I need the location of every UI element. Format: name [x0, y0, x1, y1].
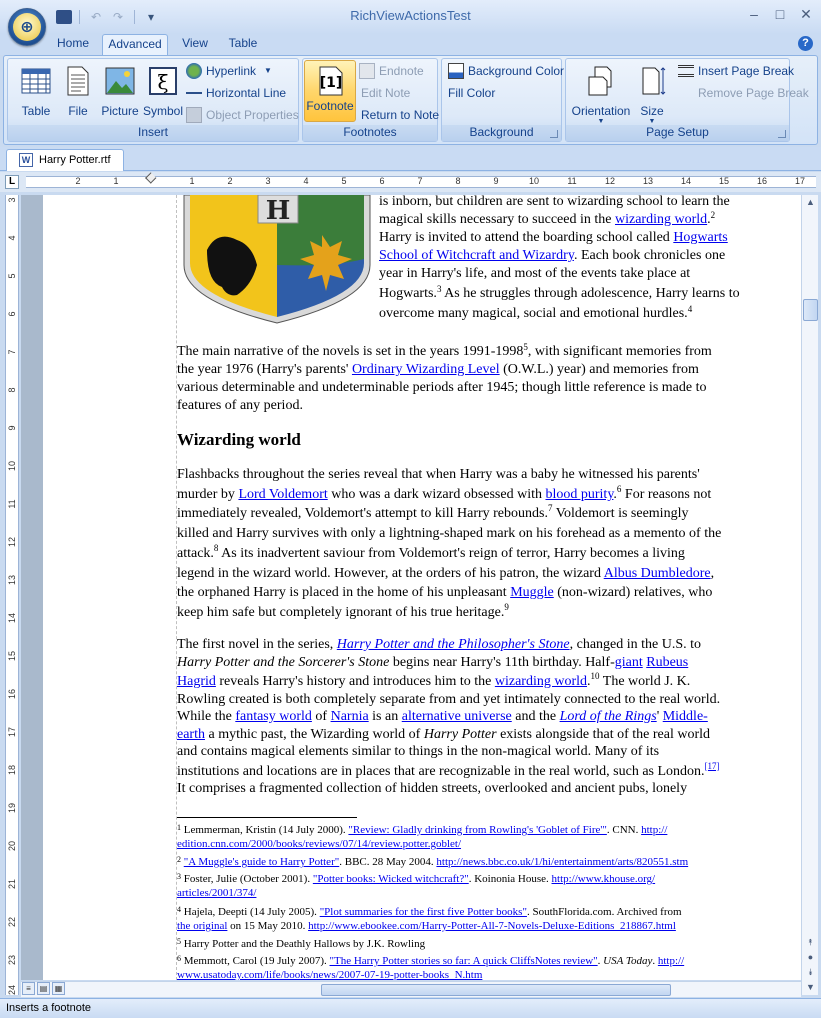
text-span: on 15 May 2010.	[227, 920, 309, 932]
minimize-icon[interactable]: –	[750, 6, 758, 22]
remove-page-break-icon	[678, 85, 694, 101]
object-properties-icon	[186, 107, 202, 123]
text-line: Flashbacks throughout the series reveal that when Harry was a baby he witnessed his parents'	[177, 467, 700, 482]
text-line	[177, 653, 801, 673]
footnote-url[interactable]: http://	[657, 955, 685, 967]
text-span: .	[652, 955, 658, 967]
web-view-icon[interactable]: ▤	[37, 982, 50, 995]
horizontal-scroll-thumb[interactable]	[321, 984, 671, 996]
dialog-launcher-icon[interactable]	[550, 130, 558, 138]
footnote-label: Footnote	[306, 99, 354, 113]
link-middle-earth[interactable]: Middle-	[662, 709, 708, 724]
object-properties-button[interactable]	[186, 105, 299, 125]
symbol-label: Symbol	[142, 104, 183, 118]
ruler-number: 3	[7, 197, 17, 203]
text-line	[177, 707, 801, 727]
ruler-number: 12	[604, 176, 615, 186]
ruler-number: 15	[7, 651, 17, 662]
footnote-url[interactable]: articles/2001/374/	[177, 887, 257, 899]
status-text: Inserts a footnote	[6, 1002, 91, 1014]
text-span: The first novel in the series,	[177, 637, 337, 652]
remove-page-break-button[interactable]	[678, 83, 809, 103]
return-to-note-label: Return to Note	[361, 108, 440, 122]
fill-color-label: Fill Color	[448, 86, 496, 100]
text-line: and contains magical elements similar to things in the non-magical world. Many of its	[177, 744, 660, 759]
next-page-icon[interactable]: ⯯	[807, 967, 814, 977]
section-heading: Wizarding world	[177, 430, 301, 449]
file-label: File	[68, 104, 88, 118]
link-narnia[interactable]: Narnia	[330, 709, 369, 724]
text-span-italic: USA Today	[603, 955, 653, 967]
footnote-link[interactable]: "A Muggle's guide to Harry Potter"	[183, 856, 340, 868]
text-span: of	[311, 709, 331, 724]
picture-button[interactable]	[98, 63, 142, 125]
ruler-number: 3	[265, 176, 271, 186]
fill-color-button[interactable]	[448, 83, 495, 103]
rtf-document-icon: W	[19, 153, 33, 167]
text-line: It comprises a fragmented collection of hidden streets, overlooked and ancient pubs, lonely	[177, 781, 688, 796]
text-line: Rowling created is both completely separate from and yet intimately connected to the real world.	[177, 691, 721, 707]
footnote-url[interactable]: www.usatoday.com/life/books/news/2007-07-19-potter-books_N.htm	[177, 969, 483, 980]
group-insert	[7, 58, 299, 142]
text-span: the year 1976 (Harry's parents'	[177, 362, 352, 377]
footnote-separator	[177, 817, 357, 818]
ruler-number: 19	[7, 803, 17, 814]
footnote-4[interactable]	[177, 905, 801, 933]
text-span: attack.	[177, 545, 214, 561]
text-span: For reasons not	[621, 486, 712, 502]
chevron-down-icon: ▼	[264, 66, 272, 75]
text-span: keep him safe but completely ignorant of his true heritage.	[177, 604, 505, 620]
text-span-italic: Harry Potter and the Sorcerer's Stone	[177, 654, 390, 670]
insert-page-break-label: Insert Page Break	[698, 64, 795, 78]
footnote-3[interactable]	[177, 872, 801, 900]
document-page[interactable]	[43, 195, 801, 980]
group-background	[441, 58, 565, 142]
close-icon[interactable]: ✕	[800, 6, 812, 22]
link-hagrid[interactable]: Hagrid	[177, 674, 216, 689]
hyperlink-icon	[186, 63, 202, 79]
background-color-icon	[448, 63, 464, 79]
text-span: . Each book chronicles one	[573, 248, 726, 263]
footnote-1[interactable]	[177, 823, 801, 851]
group-background-label: Background	[442, 125, 561, 141]
text-line: features of any period.	[177, 398, 303, 413]
print-view-icon[interactable]: ▦	[52, 982, 65, 995]
footnote-number: 6	[177, 954, 181, 963]
text-span: Harry Potter and the Deathly Hallows by J.K. Rowling	[181, 938, 426, 950]
footnote-5[interactable]	[177, 937, 801, 951]
file-button[interactable]	[58, 63, 98, 125]
footnote-ref[interactable]: 5	[523, 342, 528, 352]
tab-stop-selector[interactable]: L	[5, 175, 19, 189]
text-span: a mythic past, the Wizarding world of	[204, 726, 424, 742]
ruler-number: 20	[7, 841, 17, 852]
vertical-scrollbar[interactable]	[801, 195, 818, 995]
text-line	[177, 504, 801, 524]
picture-label: Picture	[101, 104, 139, 118]
horizontal-line-label: Horizontal Line	[206, 86, 287, 100]
footnote-url[interactable]: http://www.khouse.org/	[551, 873, 656, 885]
ruler-number: 9	[493, 176, 499, 186]
application-menu-button[interactable]	[8, 8, 46, 46]
symbol-button[interactable]	[142, 63, 184, 125]
link-hogwarts-school[interactable]: School of Witchcraft and Wizardry	[379, 248, 574, 263]
text-span: Voldemort is seemingly	[552, 506, 689, 522]
text-span: , with significant memories from	[527, 344, 712, 359]
text-span: legend in the wizard world. However, at the orders of his patron, the wizard	[177, 565, 604, 581]
text-span: , changed in the U.S. to	[569, 637, 702, 652]
footnote-link[interactable]: "Potter books: Wicked witchcraft?"	[312, 873, 469, 885]
ruler-number: 9	[7, 425, 17, 431]
text-span: magical skills necessary to succeed in the	[379, 212, 615, 227]
footnote-link[interactable]: "Plot summaries for the first five Potter books"	[319, 906, 527, 918]
ribbon-tabs	[0, 34, 821, 55]
footnote-ref-link[interactable]: [17]	[704, 760, 720, 771]
draft-view-icon[interactable]: ≡	[22, 982, 35, 995]
text-line	[379, 247, 801, 265]
document-tab-bar	[0, 147, 821, 171]
ruler-number: 2	[75, 176, 81, 186]
footnote-ref[interactable]: 4	[687, 304, 693, 314]
size-label: Size	[640, 104, 664, 118]
ruler-number: 5	[7, 273, 17, 279]
title-bar	[0, 0, 821, 34]
text-span: Lemmerman, Kristin (14 July 2000).	[181, 824, 349, 836]
link-wizarding-world-2[interactable]: wizarding world	[494, 674, 588, 689]
link-wizarding-world[interactable]: wizarding world	[614, 212, 708, 227]
picture-icon	[104, 65, 136, 97]
text-span: murder by	[177, 486, 239, 502]
text-span: overcome many magical, social and emotional hurdles.	[379, 306, 688, 321]
group-footnotes-label: Footnotes	[303, 125, 437, 141]
group-footnotes	[302, 58, 438, 142]
paragraph-intro	[379, 195, 801, 323]
text-line	[177, 564, 801, 584]
ruler-number: 13	[7, 575, 17, 586]
text-span: As he struggles through adolescence, Harry learns to	[441, 286, 740, 301]
text-span: Memmott, Carol (19 July 2007).	[181, 955, 330, 967]
link-earth[interactable]: earth	[177, 726, 205, 742]
link-philosophers-stone[interactable]: Harry Potter and the Philosopher's Stone	[336, 637, 570, 652]
footnote-link[interactable]: "The Harry Potter stories so far: A quick CliffsNotes review"	[329, 955, 598, 967]
ruler-number: 7	[7, 349, 17, 355]
hyperlink-button[interactable]	[186, 61, 272, 81]
text-span-italic: Harry Potter	[423, 726, 497, 742]
footnote-6[interactable]	[177, 954, 801, 980]
chevron-down-icon: ▼	[597, 118, 605, 125]
orientation-icon	[585, 65, 617, 97]
footnote-button[interactable]	[304, 60, 356, 122]
footnote-url[interactable]: http://news.bbc.co.uk/1/hi/entertainment/arts/820551.stm	[436, 856, 689, 868]
footnote-number: 3	[177, 872, 181, 881]
footnote-link[interactable]: the original	[177, 920, 228, 932]
ruler-number: 24	[7, 985, 17, 996]
text-span: Hajela, Deepti (14 July 2005).	[181, 906, 320, 918]
link-blood-purity[interactable]: blood purity	[545, 486, 614, 502]
footnote-url[interactable]: edition.cnn.com/2000/books/reviews/07/14/review.potter.goblet/	[177, 838, 462, 850]
tab-view[interactable]: View	[182, 36, 208, 50]
status-bar	[0, 998, 821, 1018]
scroll-thumb[interactable]	[803, 299, 818, 321]
text-span: While the	[177, 709, 236, 724]
link-hogwarts[interactable]: Hogwarts	[673, 230, 728, 245]
ruler-number: 6	[379, 176, 385, 186]
link-giant[interactable]: giant	[614, 654, 643, 670]
endnote-button[interactable]	[359, 61, 424, 81]
tab-home[interactable]: Home	[56, 36, 89, 50]
hyperlink-label: Hyperlink	[206, 64, 257, 78]
footnote-number: 5	[177, 937, 181, 946]
ruler-number: 15	[718, 176, 729, 186]
text-span: Hogwarts.	[379, 286, 437, 301]
document-area[interactable]	[21, 195, 801, 980]
size-icon	[636, 65, 668, 97]
ruler-number: 10	[528, 176, 539, 186]
horizontal-scrollbar[interactable]	[21, 981, 801, 997]
footnote-url[interactable]: http://	[641, 824, 668, 836]
window-title: RichViewActionsTest	[350, 8, 471, 23]
ruler-scale	[26, 176, 816, 188]
text-span: (O.W.L.) year) and memories from	[499, 362, 699, 377]
text-span: . Koinonia House.	[468, 873, 552, 885]
ruler-number: 22	[7, 917, 17, 928]
ruler-number: 8	[7, 387, 17, 393]
link-lord-of-the-rings[interactable]: Lord of the Rings	[559, 709, 657, 724]
insert-page-break-button[interactable]	[678, 61, 794, 81]
text-line	[379, 229, 801, 247]
text-span: . CNN.	[606, 824, 642, 836]
group-page-setup	[565, 58, 809, 142]
ribbon	[3, 55, 818, 145]
qat-customize-icon[interactable]: ▾	[147, 10, 155, 24]
vertical-ruler[interactable]	[5, 195, 19, 995]
link-albus-dumbledore[interactable]: Albus Dumbledore	[603, 565, 711, 581]
paragraph-flashbacks	[177, 465, 801, 623]
select-browse-object-icon[interactable]: ●	[807, 952, 814, 962]
ruler-number: 7	[417, 176, 423, 186]
text-span: immediately revealed, Voldemort's attempt to kill Harry rebounds.	[177, 506, 548, 522]
document-tab[interactable]	[6, 149, 124, 171]
text-span: is an	[368, 709, 402, 724]
text-span: ,	[710, 565, 715, 581]
orientation-label: Orientation	[571, 104, 631, 118]
text-span: begins near Harry's 11th birthday. Half-	[389, 654, 615, 670]
edit-note-label: Edit Note	[361, 86, 411, 100]
hogwarts-crest-image[interactable]	[182, 195, 372, 325]
text-span: reveals Harry's history and introduces him to the	[215, 674, 495, 689]
orientation-button[interactable]	[570, 63, 632, 125]
footnote-number: 4	[177, 905, 181, 914]
text-line	[177, 485, 801, 505]
page-break-icon	[678, 65, 694, 77]
text-span: .	[707, 212, 711, 227]
return-to-note-button[interactable]	[361, 105, 439, 125]
footnote-2[interactable]	[177, 855, 801, 869]
footnote-ref[interactable]: 10	[590, 671, 600, 681]
footnote-link[interactable]: "Review: Gladly drinking from Rowling's 'Goblet of Fire'"	[348, 824, 607, 836]
text-span: The main narrative of the novels is set in the years 1991-1998	[177, 344, 524, 359]
text-span: . SouthFlorida.com. Archived from	[526, 906, 682, 918]
link-lord-voldemort[interactable]: Lord Voldemort	[238, 486, 328, 502]
footnote-ref[interactable]: 8	[213, 542, 219, 553]
svg-text:[1]: [1]	[319, 75, 343, 91]
text-span: '	[656, 709, 663, 724]
text-span: the orphaned Harry is placed in the home of his unpleasant	[177, 585, 511, 601]
ruler-number: 12	[7, 537, 17, 548]
svg-text:H: H	[265, 196, 291, 226]
app-logo-icon: ⊕	[13, 13, 41, 41]
footnote-ref[interactable]: 2	[710, 210, 716, 220]
text-line	[177, 583, 801, 603]
text-line	[379, 211, 801, 229]
ruler-number: 11	[567, 176, 577, 186]
remove-page-break-label: Remove Page Break	[698, 86, 809, 100]
ruler-number: 17	[794, 176, 805, 186]
link-fantasy-world[interactable]: fantasy world	[235, 709, 312, 724]
ruler-number: 16	[7, 689, 17, 700]
text-span: institutions and locations are in places that are recognizable in the real world, such as London.	[177, 763, 705, 779]
text-line: various determinable and undeterminable periods after 1945; though little reference is made to	[177, 380, 707, 395]
table-label: Table	[21, 104, 51, 118]
endnote-label: Endnote	[379, 64, 424, 78]
footnote-number: 1	[177, 823, 181, 832]
undo-icon[interactable]: ↶	[90, 10, 102, 24]
ruler-number: 4	[303, 176, 309, 186]
text-span: (non-wizard) relatives, who	[553, 585, 713, 601]
edit-note-button[interactable]	[361, 83, 410, 103]
text-line	[379, 305, 801, 323]
background-color-button[interactable]	[448, 61, 564, 81]
group-insert-label: Insert	[8, 125, 298, 141]
ruler-number: 18	[7, 765, 17, 776]
file-icon	[62, 65, 94, 97]
footnote-ref[interactable]: 6	[616, 483, 622, 494]
footnote-url[interactable]: http://www.ebookee.com/Harry-Potter-All-7-Novels-Deluxe-Editions_218867.html	[308, 920, 676, 932]
ruler-number: 10	[7, 461, 17, 472]
table-button[interactable]	[12, 63, 60, 125]
paragraph-narrative	[177, 343, 801, 415]
ruler-number: 14	[7, 613, 17, 624]
scroll-up-icon[interactable]: ▲	[806, 197, 815, 207]
view-buttons	[22, 982, 68, 996]
ruler-number: 14	[680, 176, 691, 186]
text-span: .	[587, 674, 591, 689]
link-rubeus[interactable]: Rubeus	[646, 654, 689, 670]
text-span: Harry is invited to attend the boarding school called	[379, 230, 674, 245]
ruler-number: 8	[455, 176, 461, 186]
text-line	[379, 285, 801, 303]
text-line	[177, 544, 801, 564]
footnote-ref[interactable]: 9	[504, 601, 509, 612]
ruler-number: 13	[642, 176, 653, 186]
first-line-indent-marker[interactable]	[145, 172, 156, 183]
link-alternative-universe[interactable]: alternative universe	[401, 709, 512, 724]
footnote-ref[interactable]: 3	[436, 284, 442, 294]
endnote-icon	[359, 63, 375, 79]
redo-icon[interactable]: ↷	[112, 10, 124, 24]
horizontal-line-icon	[186, 92, 202, 94]
paragraph-first-novel	[177, 635, 801, 799]
text-line: year in Harry's life, and most of the events take place at	[379, 266, 691, 281]
text-line	[177, 361, 801, 379]
text-line: killed and Harry survives with only a lightning-shaped mark on his forehead as a memento of the	[177, 526, 722, 542]
text-line: is inborn, but children are sent to wizarding school to learn the	[379, 195, 730, 209]
text-span: . BBC. 28 May 2004.	[339, 856, 437, 868]
symbol-icon	[147, 65, 179, 97]
tab-advanced[interactable]: Advanced	[102, 34, 168, 55]
ruler-number: 21	[7, 879, 17, 890]
chevron-down-icon: ▼	[648, 118, 656, 125]
svg-text:ξ: ξ	[157, 70, 169, 94]
ruler-number: 23	[7, 955, 17, 966]
object-properties-label: Object Properties	[206, 108, 299, 122]
footnote-number: 2	[177, 855, 181, 864]
document-tab-label: Harry Potter.rtf	[39, 154, 111, 166]
text-span: .	[613, 486, 617, 502]
ruler-number: 1	[189, 176, 195, 186]
text-span: and the	[511, 709, 560, 724]
table-icon	[20, 65, 52, 97]
text-span: The world J. K.	[599, 674, 691, 689]
footnote-ref[interactable]: 7	[547, 503, 553, 514]
ruler-number: 5	[341, 176, 347, 186]
scroll-down-icon[interactable]: ▼	[806, 982, 815, 992]
tab-table[interactable]: Table	[228, 36, 258, 50]
footnote-icon	[315, 65, 347, 97]
ruler-number: 2	[227, 176, 233, 186]
text-span: who was a dark wizard obsessed with	[327, 486, 546, 502]
ruler-number: 4	[7, 235, 17, 241]
previous-page-icon[interactable]: ⯭	[807, 937, 814, 947]
text-line	[177, 343, 801, 361]
text-span: Foster, Julie (October 2001).	[181, 873, 313, 885]
size-button[interactable]	[634, 63, 670, 125]
text-span: As its inadvertent saviour from Voldemort's reign of terror, Harry becomes a living	[218, 545, 685, 561]
horizontal-ruler[interactable]	[0, 172, 821, 192]
link-owl[interactable]: Ordinary Wizarding Level	[351, 362, 500, 377]
text-span: .	[597, 955, 604, 967]
maximize-icon[interactable]: □	[775, 6, 785, 22]
help-icon[interactable]: ?	[798, 36, 813, 51]
group-page-setup-label: Page Setup	[566, 125, 789, 141]
ruler-number: 16	[756, 176, 767, 186]
ruler-number: 6	[7, 311, 17, 317]
ruler-number: 1	[113, 176, 119, 186]
link-muggle[interactable]: Muggle	[510, 585, 554, 601]
background-color-label: Background Color	[468, 64, 565, 78]
horizontal-line-button[interactable]	[186, 83, 286, 103]
text-span: exists alongside that of the real world	[496, 726, 711, 742]
ruler-number: 17	[7, 727, 17, 738]
ruler-number: 11	[7, 499, 17, 509]
dialog-launcher-icon[interactable]	[778, 130, 786, 138]
text-line	[177, 603, 801, 623]
